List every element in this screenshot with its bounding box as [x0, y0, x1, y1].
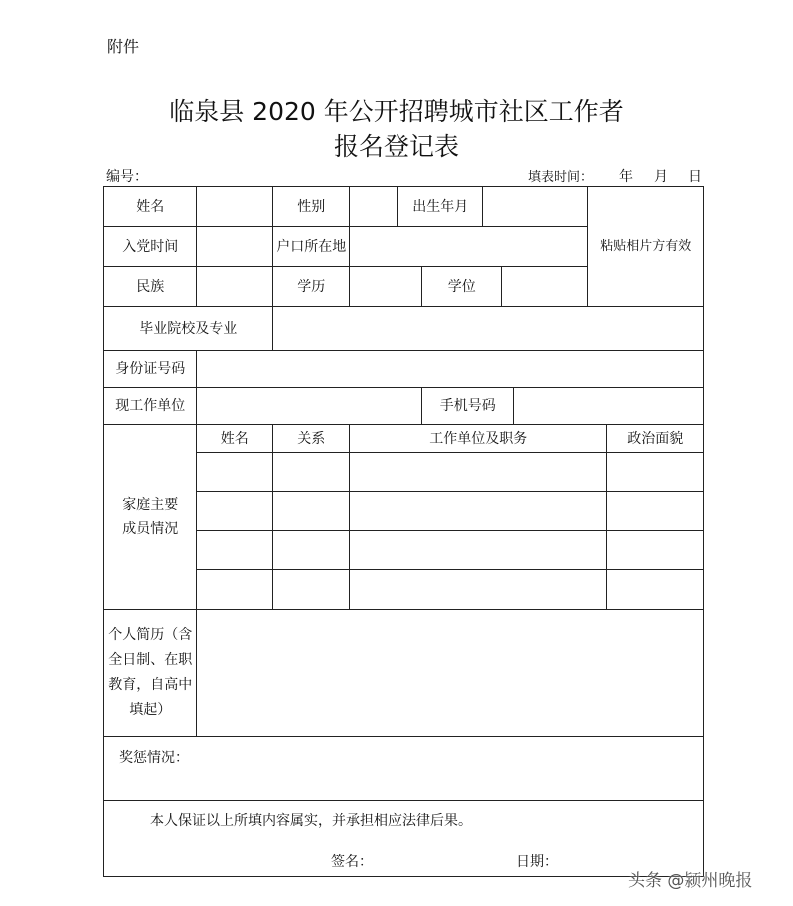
family-header-name: 姓名 [196, 424, 273, 453]
family-row-3-political-input[interactable] [606, 530, 704, 570]
family-row-2-relation-input[interactable] [272, 491, 350, 531]
family-row-3-relation-input[interactable] [272, 530, 350, 570]
degree-label: 学位 [421, 266, 502, 307]
resume-input[interactable] [196, 609, 704, 737]
awards-label: 奖惩情况： [119, 750, 189, 766]
photo-box[interactable]: 粘贴相片方有效 [587, 186, 704, 307]
party-date-input[interactable] [196, 226, 273, 267]
fill-date-label: 填表时间： [528, 170, 594, 185]
family-row-3-name-input[interactable] [196, 530, 273, 570]
attachment-label: 附件 [107, 37, 140, 56]
birth-label: 出生年月 [397, 186, 483, 227]
school-major-input[interactable] [272, 306, 704, 351]
family-row-4-name-input[interactable] [196, 569, 273, 610]
family-row-4-work-input[interactable] [349, 569, 607, 610]
pledge-text: 本人保证以上所填内容属实，并承担相应法律后果。 [150, 813, 472, 829]
family-row-1-political-input[interactable] [606, 452, 704, 492]
fill-date-day: 日 [688, 169, 702, 185]
education-label: 学历 [272, 266, 350, 307]
signature-label: 签名： [331, 854, 373, 870]
family-row-1-name-input[interactable] [196, 452, 273, 492]
family-row-1-work-input[interactable] [349, 452, 607, 492]
work-unit-label: 现工作单位 [103, 387, 197, 425]
name-label: 姓名 [103, 186, 197, 227]
ethnicity-input[interactable] [196, 266, 273, 307]
family-row-2-political-input[interactable] [606, 491, 704, 531]
family-header-relation: 关系 [272, 424, 350, 453]
degree-input[interactable] [501, 266, 588, 307]
birth-input[interactable] [482, 186, 588, 227]
form-title-line1: 临泉县 2020 年公开招聘城市社区工作者 [169, 97, 624, 126]
education-input[interactable] [349, 266, 422, 307]
id-number-label: 身份证号码 [103, 350, 197, 388]
watermark: 头条 @颍州晚报 [628, 871, 753, 891]
awards-box[interactable] [103, 736, 704, 801]
serial-number-label: 编号： [106, 169, 148, 185]
party-date-label: 入党时间 [103, 226, 197, 267]
fill-date-month: 月 [654, 169, 668, 185]
family-row-4-relation-input[interactable] [272, 569, 350, 610]
name-input[interactable] [196, 186, 273, 227]
family-header-work: 工作单位及职务 [349, 424, 607, 453]
family-header-political: 政治面貌 [606, 424, 704, 453]
family-row-1-relation-input[interactable] [272, 452, 350, 492]
form-title-line2: 报名登记表 [333, 132, 459, 161]
hukou-label: 户口所在地 [272, 226, 350, 267]
gender-label: 性别 [272, 186, 350, 227]
hukou-input[interactable] [349, 226, 588, 267]
school-major-label: 毕业院校及专业 [103, 306, 273, 351]
phone-label: 手机号码 [421, 387, 514, 425]
id-number-input[interactable] [196, 350, 704, 388]
gender-input[interactable] [349, 186, 398, 227]
date-label: 日期： [516, 854, 558, 870]
family-row-3-work-input[interactable] [349, 530, 607, 570]
family-row-2-work-input[interactable] [349, 491, 607, 531]
fill-date-year: 年 [619, 169, 633, 185]
work-unit-input[interactable] [196, 387, 422, 425]
family-row-2-name-input[interactable] [196, 491, 273, 531]
resume-label: 个人简历（含全日制、在职教育，自高中填起） [103, 609, 197, 737]
family-label: 家庭主要成员情况 [103, 424, 197, 610]
ethnicity-label: 民族 [103, 266, 197, 307]
phone-input[interactable] [513, 387, 704, 425]
family-row-4-political-input[interactable] [606, 569, 704, 610]
